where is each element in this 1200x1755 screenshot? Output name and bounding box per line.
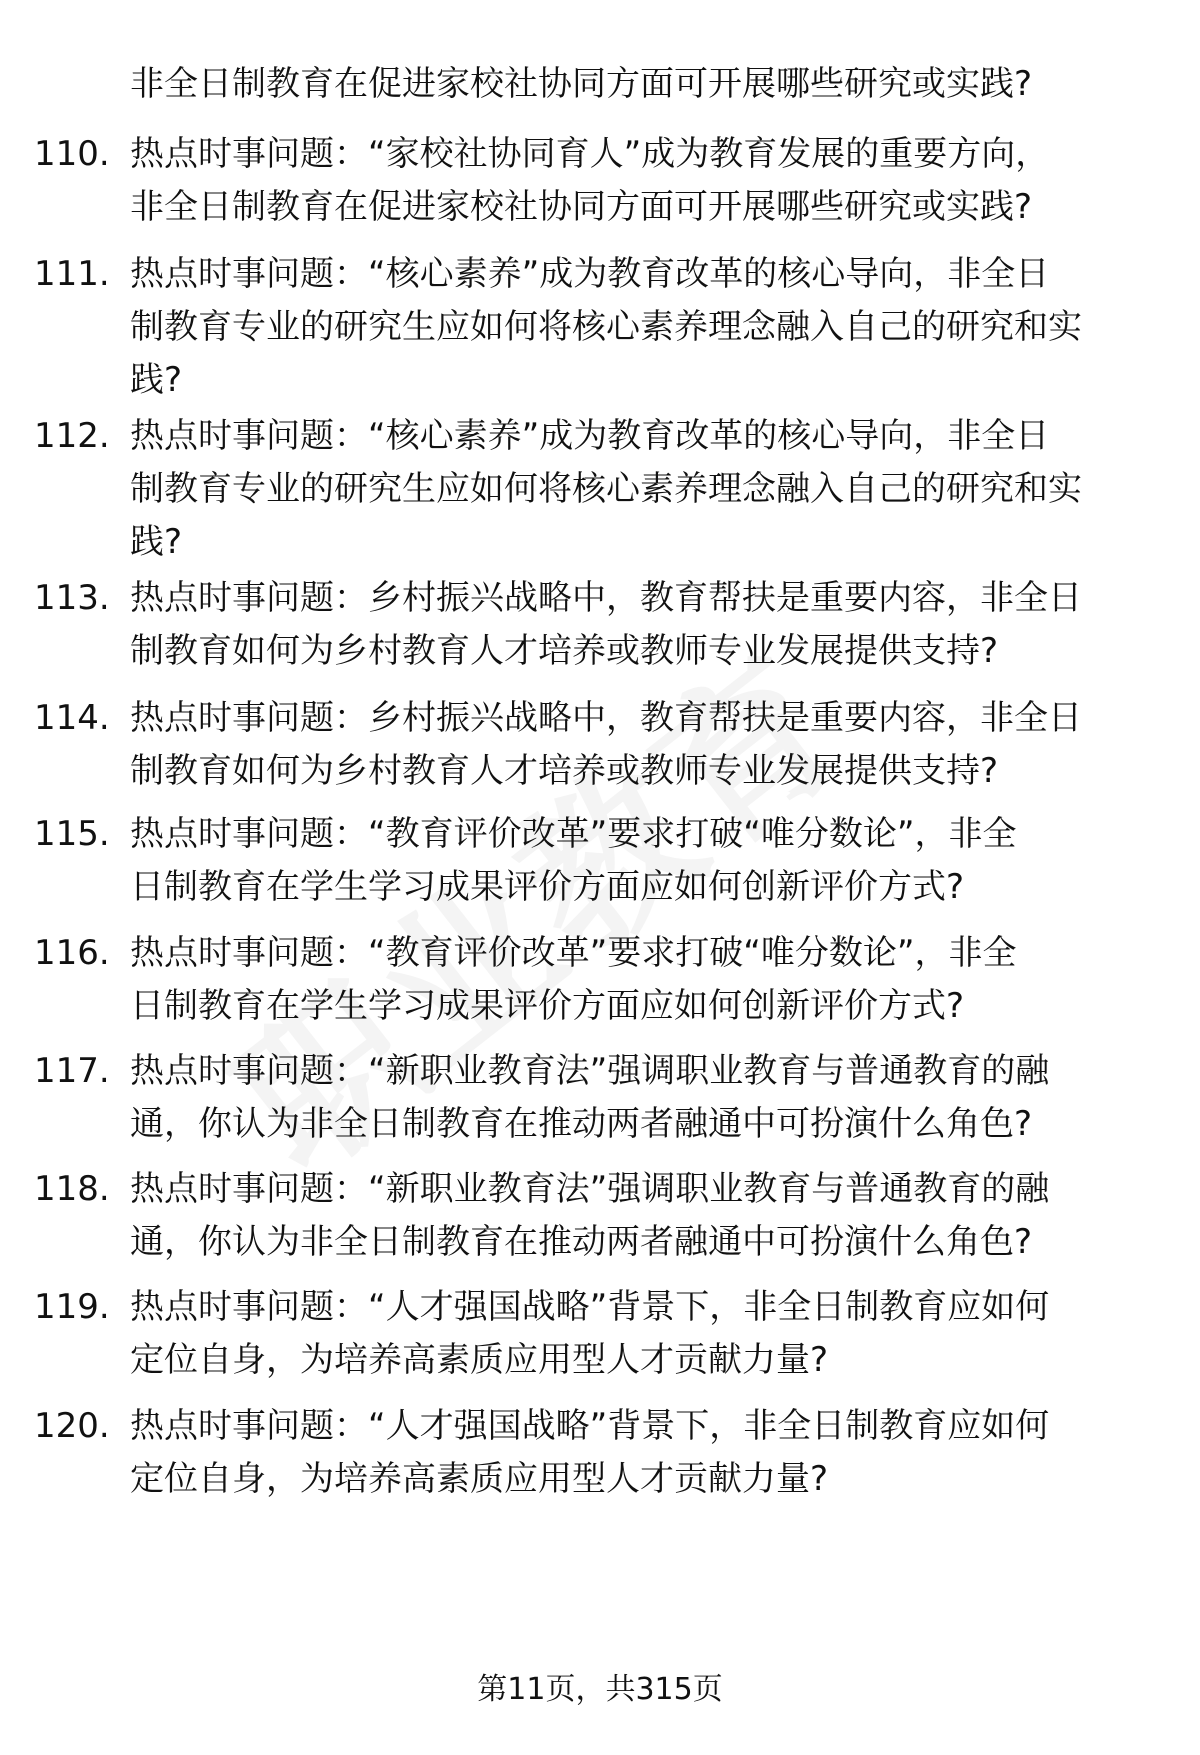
item-text [130,410,1130,569]
item-line: 热点时事问题：“家校社协同育人”成为教育发展的重要方向， [130,134,1050,174]
item-line: 热点时事问题：“教育评价改革”要求打破“唯分数论”，非全 [130,933,1017,973]
item-number: 113. [34,578,110,618]
item-line: 制教育专业的研究生应如何将核心素养理念融入自己的研究和实 [130,469,1082,509]
item-number: 118. [34,1169,110,1209]
item-line: 践? [130,522,183,562]
item-line: 热点时事问题：“教育评价改革”要求打破“唯分数论”，非全 [130,814,1017,854]
item-line: 热点时事问题：“人才强国战略”背景下，非全日制教育应如何 [130,1406,1050,1446]
item-line: 定位自身，为培养高素质应用型人才贡献力量? [130,1459,829,1499]
item-line: 制教育如何为乡村教育人才培养或教师专业发展提供支持? [130,751,999,791]
item-text [130,1045,1130,1151]
item-line: 通，你认为非全日制教育在推动两者融通中可扮演什么角色? [130,1222,1033,1262]
item-line: 日制教育在学生学习成果评价方面应如何创新评价方式? [130,986,965,1026]
item-line: 日制教育在学生学习成果评价方面应如何创新评价方式? [130,867,965,907]
item-line: 热点时事问题：“人才强国战略”背景下，非全日制教育应如何 [130,1287,1050,1327]
item-number: 112. [34,416,110,456]
item-text [130,1400,1130,1506]
item-line: 热点时事问题：“新职业教育法”强调职业教育与普通教育的融 [130,1169,1050,1209]
item-number: 116. [34,933,110,973]
item-text [130,128,1130,234]
item-text [130,692,1130,798]
item-number: 117. [34,1051,110,1091]
item-line: 热点时事问题：“核心素养”成为教育改革的核心导向，非全日 [130,254,1050,294]
item-line: 制教育如何为乡村教育人才培养或教师专业发展提供支持? [130,631,999,671]
item-text [130,248,1130,407]
continued-line: 非全日制教育在促进家校社协同方面可开展哪些研究或实践? [130,64,1033,104]
item-line: 定位自身，为培养高素质应用型人才贡献力量? [130,1340,829,1380]
item-text [130,808,1130,914]
item-text [130,572,1130,678]
item-line: 通，你认为非全日制教育在推动两者融通中可扮演什么角色? [130,1104,1033,1144]
item-line: 热点时事问题：“新职业教育法”强调职业教育与普通教育的融 [130,1051,1050,1091]
item-text [130,927,1130,1033]
item-line: 制教育专业的研究生应如何将核心素养理念融入自己的研究和实 [130,307,1082,347]
item-line: 非全日制教育在促进家校社协同方面可开展哪些研究或实践? [130,187,1033,227]
item-text [130,1281,1130,1387]
item-number: 120. [34,1406,110,1446]
item-number: 115. [34,814,110,854]
item-line: 热点时事问题：乡村振兴战略中，教育帮扶是重要内容，非全日 [130,698,1082,738]
page-footer: 第11页，共315页 [477,1672,723,1707]
item-number: 111. [34,254,110,294]
item-text [130,1163,1130,1269]
item-number: 119. [34,1287,110,1327]
item-line: 践? [130,360,183,400]
item-number: 114. [34,698,110,738]
item-line: 热点时事问题：“核心素养”成为教育改革的核心导向，非全日 [130,416,1050,456]
item-line: 热点时事问题：乡村振兴战略中，教育帮扶是重要内容，非全日 [130,578,1082,618]
item-number: 110. [34,134,110,174]
